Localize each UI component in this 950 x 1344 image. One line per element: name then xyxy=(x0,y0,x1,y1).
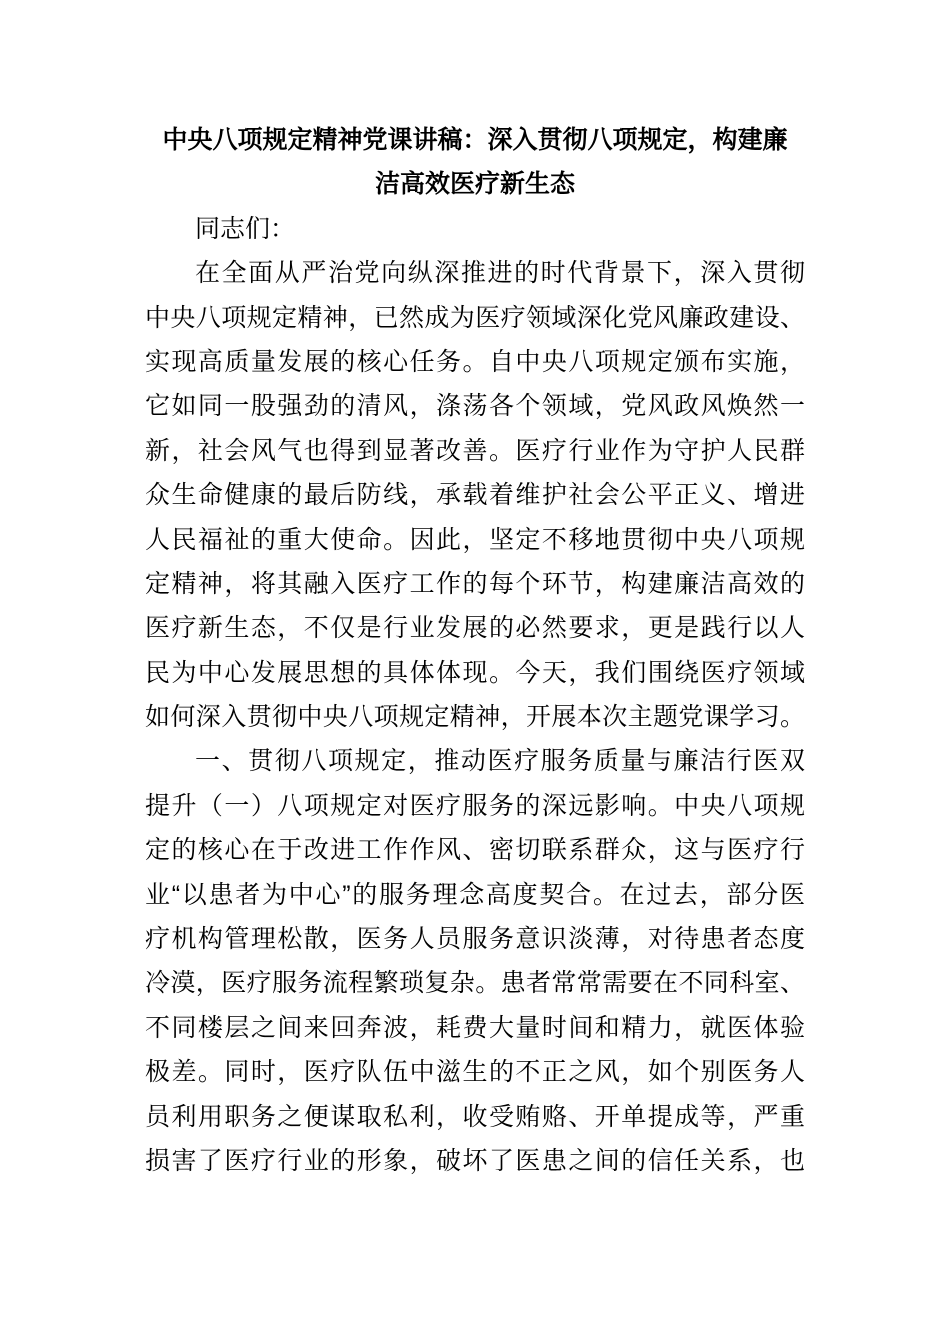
body-line: 如何深入贯彻中央八项规定精神，开展本次主题党课学习。 xyxy=(145,703,805,732)
document-title-line-2: 洁高效医疗新生态 xyxy=(374,170,575,199)
body-line: 在全面从严治党向纵深推进的时代背景下，深入贯彻 xyxy=(195,259,805,288)
body-line: 实现高质量发展的核心任务。自中央八项规定颁布实施， xyxy=(145,347,805,376)
body-line: 损害了医疗行业的形象，破坏了医患之间的信任关系，也 xyxy=(145,1146,805,1175)
document-title-line-1: 中央八项规定精神党课讲稿：深入贯彻八项规定，构建廉 xyxy=(162,126,788,154)
body-line: 不同楼层之间来回奔波，耗费大量时间和精力，就医体验 xyxy=(145,1013,805,1042)
body-line: 提升（一）八项规定对医疗服务的深远影响。中央八项规 xyxy=(145,791,805,820)
body-line: 定精神，将其融入医疗工作的每个环节，构建廉洁高效的 xyxy=(145,569,805,598)
body-line: 冷漠，医疗服务流程繁琐复杂。患者常常需要在不同科室、 xyxy=(145,969,805,998)
body-line: 它如同一股强劲的清风，涤荡各个领域，党风政风焕然一 xyxy=(145,392,805,421)
salutation-line: 同志们： xyxy=(195,214,296,243)
body-line: 人民福祉的重大使命。因此，坚定不移地贯彻中央八项规 xyxy=(145,525,805,554)
body-line: 业“以患者为中心”的服务理念高度契合。在过去，部分医 xyxy=(145,880,805,909)
body-line: 员利用职务之便谋取私利，收受贿赂、开单提成等，严重 xyxy=(145,1102,805,1131)
body-line: 疗机构管理松散，医务人员服务意识淡薄，对待患者态度 xyxy=(145,925,805,954)
body-line: 极差。同时，医疗队伍中滋生的不正之风，如个别医务人 xyxy=(145,1058,805,1087)
body-line: 新，社会风气也得到显著改善。医疗行业作为守护人民群 xyxy=(145,436,805,465)
body-line: 医疗新生态，不仅是行业发展的必然要求，更是践行以人 xyxy=(145,614,805,643)
body-line: 民为中心发展思想的具体体现。今天，我们围绕医疗领域 xyxy=(145,658,805,687)
body-line: 定的核心在于改进工作作风、密切联系群众，这与医疗行 xyxy=(145,836,805,865)
section-heading-line: 一、贯彻八项规定，推动医疗服务质量与廉洁行医双 xyxy=(195,747,805,776)
body-line: 中央八项规定精神，已然成为医疗领域深化党风廉政建设、 xyxy=(145,303,805,332)
body-line: 众生命健康的最后防线，承载着维护社会公平正义、增进 xyxy=(145,481,805,510)
